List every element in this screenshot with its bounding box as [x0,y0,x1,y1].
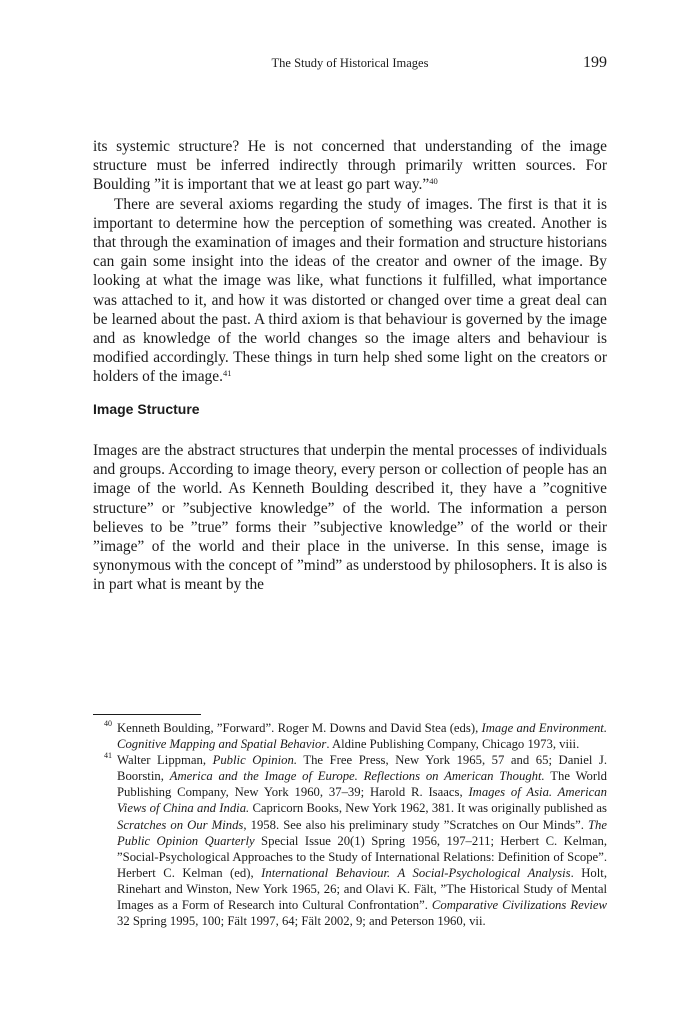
footnote-40 [93,720,607,752]
footnote-marker: 40 [104,719,112,728]
footnote-marker: 41 [104,751,112,761]
footnote-title: America and the Image of Europe. Reflections on American Thought. [169,769,545,784]
footnote-ref-40: 40 [429,176,438,187]
paragraph-2-text: There are several axioms regarding the study of images. The first is that it is important to determine how the perception of something was created. Another is that through the examination of images and their formation and structure historians can gain some insight into the ideas of the creator and owner of the image. By looking at what the image was like, what functions it fulfilled, what importance was attached to it, and how it was distorted or changed over time a great deal can be learned about the past. A third axiom is that behaviour is governed by the image and as knowledge of the world changes so the image alters and behaviour is modified accordingly. These things in turn help shed some light on the creators or holders of the image. [93,195,607,386]
footnote-text: 32 Spring 1995, 100; Fält 1997, 64; Fält 2002, 9; and Peterson 1960, vii. [117,914,486,929]
footnote-divider [93,714,201,715]
running-head [93,55,607,75]
footnote-text: , 1958. See also his preliminary study ”Scratches on Our Minds”. [243,817,588,832]
body-text-section [93,441,607,595]
paragraph-axioms [93,195,607,387]
footnote-ref-41: 41 [222,368,232,379]
footnote-title: Public Opinion. [212,753,298,768]
running-title: The Study of Historical Images [271,56,429,70]
footnote-title: Scratches on Our Minds [117,817,244,832]
footnote-text: . Aldine Publishing Company, Chicago 1973, viii. [326,737,580,752]
footnote-41 [93,752,607,929]
footnote-text: The World Publishing Company, New York 1960, 37–39; Harold R. Isaacs, [117,769,607,800]
body-text-top [93,137,607,387]
paragraph-continuation [93,137,607,195]
paragraph-image-structure: Images are the abstract structures that underpin the mental processes of individuals and groups. According to image theory, every person or collection of people has an image of the world. As Kenneth Boulding described it, they have a ”cognitive structure” or ”subjective knowledge” of the world. The information a person believes to be ”true” forms their ”subjective knowledge” of the world or their ”image” of the world and their place in the universe. In this sense, image is synonymous with the concept of ”mind” as understood by philosophers. It is also is in part what is meant by the [93,442,607,594]
footnote-text: . Holt, Rinehart and Winston, New York 1965, 26; and Olavi K. Fält, ”The Historical Study of Mental Images as a Form of Research into Cultural Confrontation”. [117,865,607,913]
paragraph-1-text: its systemic structure? He is not concerned that understanding of the image structure must be inferred indirectly through primarily written sources. For Boulding ”it is important that we at least go part way.” [93,138,607,194]
page-number: 199 [583,54,607,71]
footnote-text: Kenneth Boulding, ”Forward”. Roger M. Downs and David Stea (eds), [117,721,482,735]
footnote-title: International Behaviour. A Social-Psychological Analysis [261,865,571,880]
footnote-title: Image and Environment. Cognitive Mapping and Spatial Behavior [117,721,607,752]
footnote-title: Comparative Civilizations Review [431,898,607,913]
footnote-text: Special Issue 20(1) Spring 1956, 197–211; Herbert C. Kelman, ”Social-Psychological Approaches to the Study of International Relations: Definition of Scope”. Herbert C. Kelman (ed), [117,833,607,880]
footnote-text: The Free Press, New York 1965, 57 and 65; Daniel J. Boorstin, [117,753,608,784]
footnote-text: Capricorn Books, New York 1962, 381. It was originally published as [249,801,607,816]
section-heading: Image Structure [93,401,200,417]
footnotes [93,720,607,929]
footnote-title: The Public Opinion Quarterly [117,817,607,848]
footnote-title: Images of Asia. American Views of China and India. [117,785,607,816]
footnote-text: Walter Lippman, [117,753,213,768]
